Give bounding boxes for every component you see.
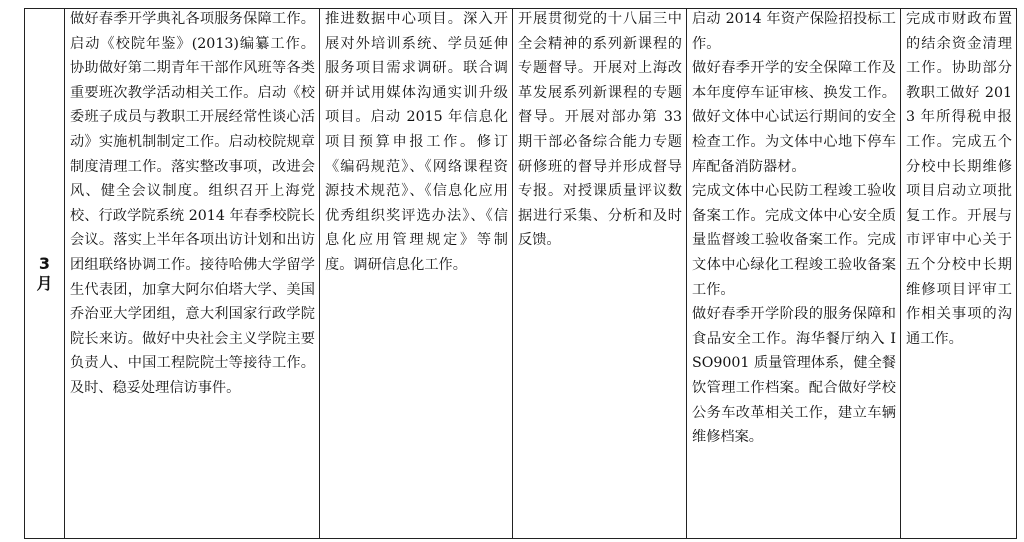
cell-paragraph: 做好春季开学典礼各项服务保障工作。启动《校院年鉴》(2013)编纂工作。协助做好第二期青年干部作风班等各类重要班次教学活动相关工作。启动《校委班子成员与教职工开展经常性谈心活动》实施机制制定工作。启动校院规章制度清理工作。落实整改事项，改进会风、健全会议制度。组织召开上海党校、行政学院系统 2014 年春季校院长会议。落实上半年各项出访计划和出访团组联络协调工作。接待哈佛大学留学生代表团，加拿大阿尔伯塔大学、美国乔治亚大学团组，意大利国家行政学院院长来访。做好中央社会主义学院主要负责人、中国工程院院士等接待工作。及时、稳妥处理信访事件。 bbox=[70, 11, 315, 396]
cell-paragraph: 开展贯彻党的十八届三中全会精神的系列新课程的专题督导。开展对上海改革发展系列新课程的专题督导。开展对部办第 33 期干部必备综合能力专题研修班的督导并形成督导专报。对授课质量评议数据进行采集、分析和及时反馈。 bbox=[518, 11, 682, 249]
cell-text bbox=[901, 7, 1016, 351]
task-cell-logistics bbox=[687, 9, 901, 539]
cell-text bbox=[687, 7, 900, 450]
cell-text bbox=[513, 7, 686, 253]
task-cell-supervision bbox=[513, 9, 687, 539]
cell-paragraph: 完成市财政布置的结余资金清理工作。协助部分教职工做好 2013 年所得税申报工作。完成五个分校中长期维修项目启动立项批复工作。开展与市评审中心关于五个分校中长期维修项目评审工作相关事项的沟通工作。 bbox=[906, 11, 1012, 347]
task-cell-finance bbox=[901, 9, 1017, 539]
cell-paragraph: 做好春季开学阶段的服务保障和食品安全工作。海华餐厅纳入 ISO9001 质量管理体系，健全餐饮管理工作档案。配合做好学校公务车改革相关工作，建立车辆维修档案。 bbox=[692, 306, 896, 446]
task-cell-information bbox=[320, 9, 513, 539]
month-number: 3 bbox=[38, 253, 51, 273]
cell-paragraph: 做好春季开学的安全保障工作及本年度停车证审核、换发工作。做好文体中心试运行期间的安全检查工作。为文体中心地下停车库配备消防器材。 bbox=[692, 60, 896, 175]
month-unit: 月 bbox=[36, 273, 53, 293]
cell-text bbox=[320, 7, 512, 278]
cell-text bbox=[65, 7, 319, 401]
work-plan-table bbox=[24, 8, 1017, 539]
cell-paragraph: 启动 2014 年资产保险招投标工作。 bbox=[692, 11, 896, 52]
table-row bbox=[25, 9, 1017, 539]
month-cell bbox=[25, 9, 65, 539]
cell-paragraph: 推进数据中心项目。深入开展对外培训系统、学员延伸服务项目需求调研。联合调研并试用媒体沟通实训升级项目。启动 2015 年信息化项目预算申报工作。修订《编码规范》、《网络课程资源技术规范》、《信息化应用优秀组织奖评选办法》、《信息化应用管理规定》等制度。调研信息化工作。 bbox=[325, 11, 508, 273]
task-cell-office bbox=[65, 9, 320, 539]
cell-paragraph: 完成文体中心民防工程竣工验收备案工作。完成文体中心安全质量监督竣工验收备案工作。完成文体中心绿化工程竣工验收备案工作。 bbox=[692, 183, 896, 298]
